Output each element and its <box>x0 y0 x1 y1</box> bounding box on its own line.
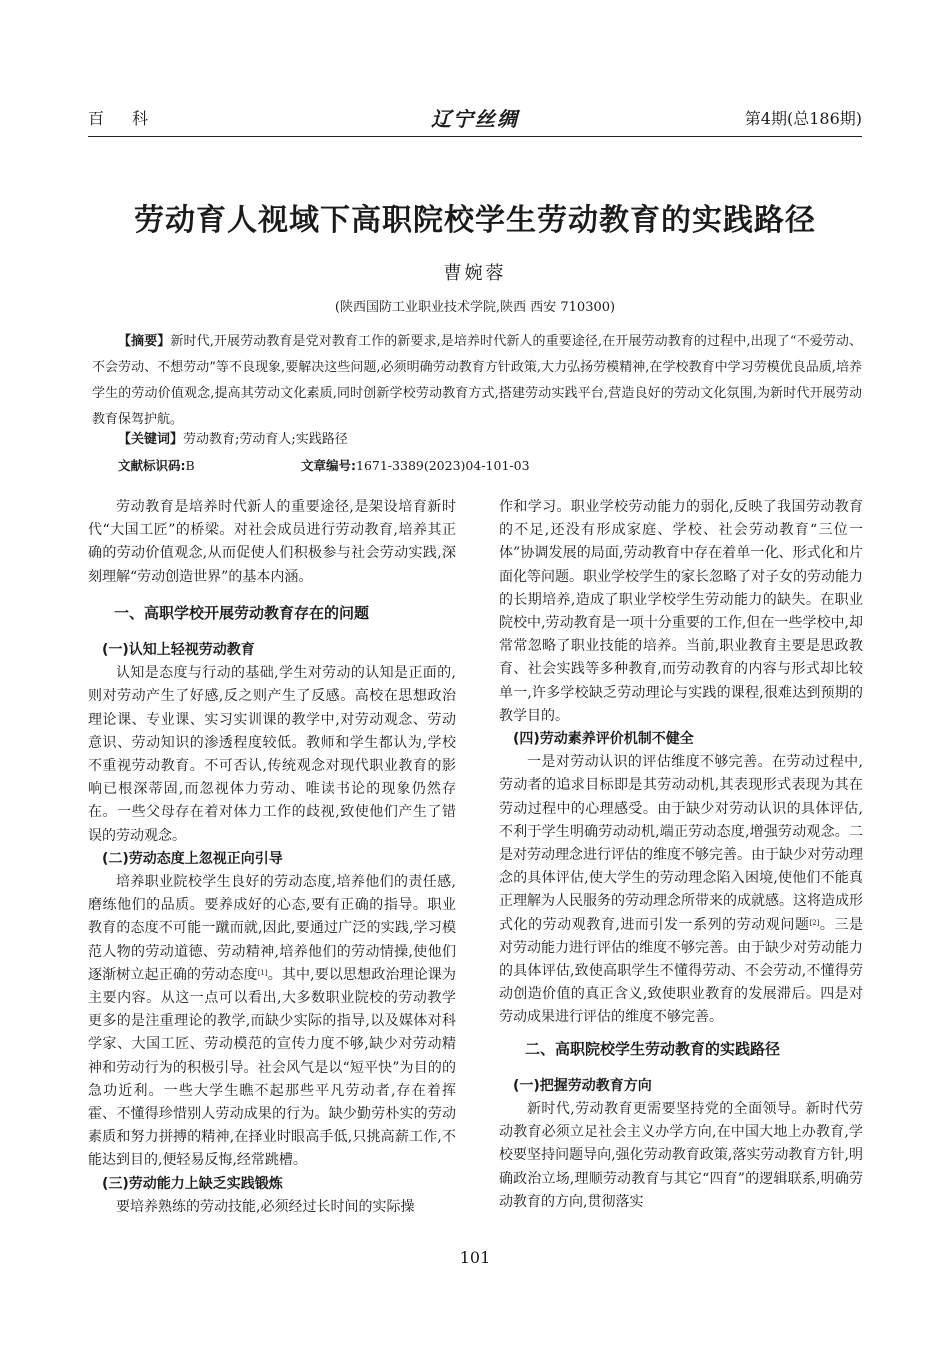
subsection-2-text-b: 。其中,要以思想政治理论课为主要内容。从这一点可以看出,大多数职业院校的劳动教学更多的是注重理论的教学,而缺少实际的指导,以及媒体对科学家、大国工匠、劳动模范的宣传力度不够,缺少对劳动精神和劳动行为的积极引导。社会风气是以“短平快”为目的的急功近利。一些大学生瞧不起那些平凡劳动者,存在着挥霍、不懂得珍惜别人劳动成果的行为。缺少勤劳朴实的劳动素质和努力拼搏的精神,在择业时眼高手低,只挑高薪工作,不能达到目的,便轻易反悔,经常跳槽。 <box>88 966 457 1169</box>
subsection-4-text-a: 一是对劳动认识的评估维度不够完善。在劳动过程中,劳动者的追求目标即是其劳动动机,其表现形式表现为其在劳动过程中的心理感受。由于缺少对劳动认识的具体评估,不利于学生明确劳动动机,端正劳动态度,增强劳动观念。二是对劳动理念进行评估的维度不够完善。由于缺少对劳动理念的具体评估,使大学生的劳动理念陷入困境,使他们不能真正理解为人民服务的劳动理念所带来的成就感。这将造成形式化的劳动观教育,进而引发一系列的劳动观问题 <box>499 754 863 933</box>
keywords-text: 劳动教育;劳动育人;实践路径 <box>183 432 348 447</box>
subsection-1-heading: (一)认知上轻视劳动教育 <box>102 642 255 659</box>
subsection-5-text: 新时代,劳动教育更需要坚持党的全面领导。新时代劳动教育必须立足社会主义办学方向,在中国大地上办教育,学校要坚持问题导向,强化劳动教育政策,落实劳动教育方针,明确政治立场,理顺劳动教育与其它“四育”的逻辑联系,明确劳动教育的方向,贯彻落实 <box>499 1101 863 1210</box>
subsection-4-text <box>499 751 863 1029</box>
intro-paragraph: 劳动教育是培养时代新人的重要途径,是架设培育新时代“大国工匠”的桥梁。对社会成员进行劳动教育,培养其正确的劳动价值观念,从而促使人们积极参与社会劳动实践,深刻理解“劳动创造世界”的基本内涵。 <box>88 499 456 585</box>
continued-paragraph: 作和学习。职业学校劳动能力的弱化,反映了我国劳动教育的不足,还没有形成家庭、学校、社会劳动教育“三位一体”协调发展的局面,劳动教育中存在着单一化、形式化和片面化等问题。职业学校学生的家长忽略了对子女的劳动能力的长期培养,造成了职业学校学生劳动能力的缺失。在职业院校中,劳动教育是一项十分重要的工作,但在一些学校中,却常常忽略了职业技能的培养。当前,职业教育主要是思政教育、社会实践等多种教育,而劳动教育的内容与形式却比较单一,许多学校缺乏劳动理论与实践的课程,很难达到预期的教学目的。 <box>499 499 863 724</box>
page-number: 101 <box>459 1248 491 1267</box>
abstract <box>92 329 862 433</box>
abstract-text: 新时代,开展劳动教育是党对教育工作的新要求,是培养时代新人的重要途径,在开展劳动教育的过程中,出现了“不爱劳动、不会劳动、不想劳动”等不良现象,要解决这些问题,必须明确劳动教育方针政策,大力弘扬劳模精神,在学校教育中学习劳模优良品质,培养学生的劳动价值观念,提高其劳动文化素质,同时创新学校劳动教育方式,搭建劳动实践平台,营造良好的劳动文化氛围,为新时代开展劳动教育保驾护航。 <box>92 334 862 427</box>
doc-code <box>118 458 195 473</box>
subsection-4-heading: (四)劳动素养评价机制不健全 <box>513 731 694 748</box>
subsection-2-text <box>88 871 456 1173</box>
journal-name: 辽宁丝绸 <box>431 107 519 131</box>
keywords <box>118 428 862 447</box>
page-header <box>88 106 862 136</box>
article-meta <box>118 456 862 474</box>
subsection-2-text-a: 培养职业院校学生良好的劳动态度,培养他们的责任感,磨练他们的品质。要养成好的心态,要有正确的指导。职业教育的态度不可能一蹴而就,因此,要通过广泛的实践,学习模范人物的劳动道德、劳动精神,培养他们的劳动情操,使他们逐渐树立起正确的劳动态度 <box>88 874 456 983</box>
issue-number: 第4期(总186期) <box>744 109 862 128</box>
article-author: 曹婉蓉 <box>443 263 507 284</box>
article-number-label: 文章编号: <box>301 458 356 473</box>
article-title: 劳动育人视域下高职院校学生劳动教育的实践路径 <box>134 203 816 238</box>
doc-code-value: B <box>185 458 195 473</box>
section-1-heading: 一、高职学校开展劳动教育存在的问题 <box>114 603 370 622</box>
abstract-label: 【摘要】 <box>118 334 171 349</box>
section-2-heading: 二、高职院校学生劳动教育的实践路径 <box>525 1039 781 1058</box>
article-number-value: 1671-3389(2023)04-101-03 <box>356 458 530 473</box>
subsection-1-text: 认知是态度与行动的基础,学生对劳动的认知是正面的,则对劳动产生了好感,反之则产生了反感。高校在思想政治理论课、专业课、实习实训课的教学中,对劳动观念、劳动意识、劳动知识的渗透程度较低。教师和学生都认为,学校不重视劳动教育。不可否认,传统观念对现代职业教育的影响已根深蒂固,而忽视体力劳动、唯读书论的现象仍然存在。一些父母存在着对体力工作的歧视,致使他们产生了错误的劳动观念。 <box>88 665 456 844</box>
article-number <box>301 456 530 474</box>
section-label: 百科 <box>88 109 177 128</box>
subsection-5-heading: (一)把握劳动教育方向 <box>513 1077 652 1094</box>
reference-1: [1] <box>257 968 268 977</box>
left-column <box>88 496 456 1219</box>
header-rule <box>88 136 862 137</box>
subsection-3-heading: (三)劳动能力上缺乏实践锻炼 <box>102 1175 283 1192</box>
reference-2: [2] <box>809 918 820 927</box>
keywords-label: 【关键词】 <box>118 432 184 447</box>
doc-code-label: 文献标识码: <box>118 458 186 473</box>
author-affiliation: (陕西国防工业职业技术学院,陕西 西安 710300) <box>334 300 616 315</box>
subsection-4-text-b: 。三是对劳动能力进行评估的维度不够完善。由于缺少对劳动能力的具体评估,致使高职学生不懂得劳动、不会劳动,不懂得劳动创造价值的真正含义,致使职业教育的发展滞后。四是对劳动成果进行评估的维度不够完善。 <box>499 916 864 1026</box>
subsection-3-text: 要培养熟练的劳动技能,必须经过长时间的实际操 <box>116 1198 415 1215</box>
subsection-2-heading: (二)劳动态度上忽视正向引导 <box>102 850 283 867</box>
right-column <box>499 496 863 1214</box>
